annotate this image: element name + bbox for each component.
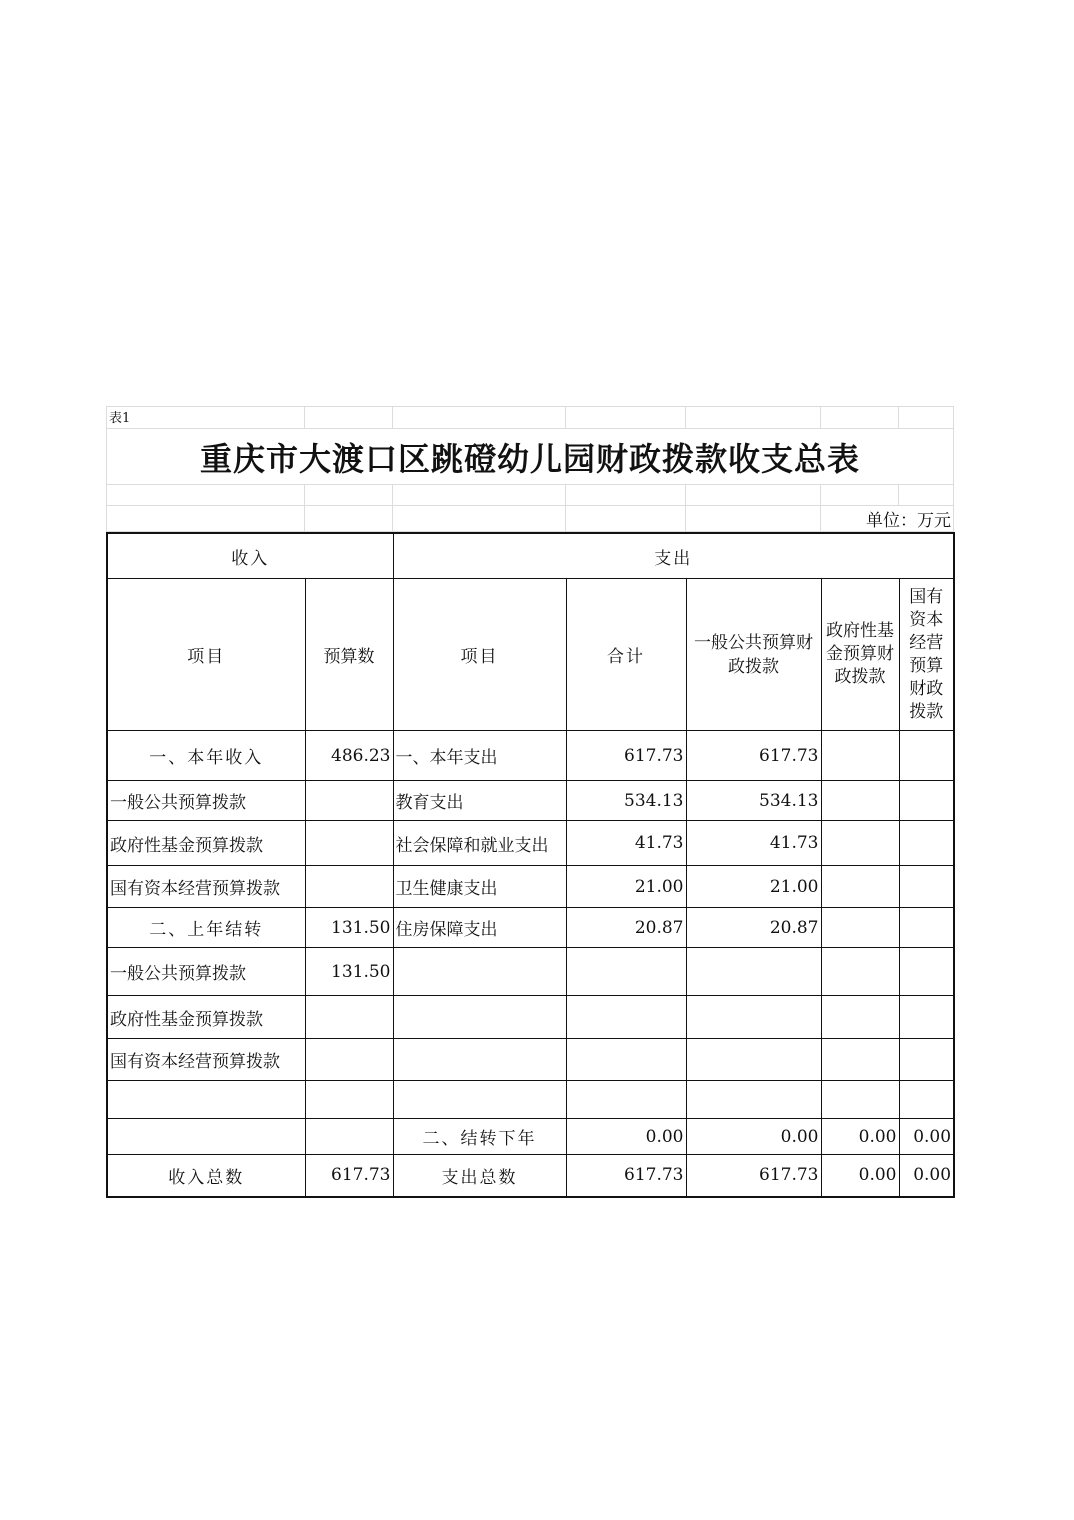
table-row (107, 1081, 954, 1119)
expense-item-cell (393, 996, 566, 1039)
total-cell: 617.73 (566, 1155, 686, 1197)
income-item-cell (107, 1081, 305, 1119)
table-row (107, 948, 954, 996)
total-cell (566, 1081, 686, 1119)
income-item-cell: 一般公共预算拨款 (107, 948, 305, 996)
income-item-cell: 国有资本经营预算拨款 (107, 866, 305, 908)
expense-item-cell: 一、本年支出 (393, 731, 566, 781)
income-amount-cell: 486.23 (305, 731, 393, 781)
income-amount-cell (305, 866, 393, 908)
general-budget-cell (686, 1039, 821, 1081)
budget-table (106, 532, 955, 1198)
col-income-item: 项目 (107, 579, 305, 731)
expense-item-cell (393, 948, 566, 996)
income-item-cell: 政府性基金预算拨款 (107, 821, 305, 866)
total-cell: 21.00 (566, 866, 686, 908)
total-cell: 41.73 (566, 821, 686, 866)
general-budget-cell: 617.73 (686, 1155, 821, 1197)
income-item-cell: 国有资本经营预算拨款 (107, 1039, 305, 1081)
fund-budget-cell: 0.00 (821, 1155, 899, 1197)
income-item-cell: 二、上年结转 (107, 908, 305, 948)
total-cell: 20.87 (566, 908, 686, 948)
fund-budget-cell: 0.00 (821, 1119, 899, 1155)
table-label: 表1 (107, 407, 305, 429)
fund-budget-cell (821, 731, 899, 781)
col-expense-item: 项目 (393, 579, 566, 731)
total-cell (566, 996, 686, 1039)
income-item-cell: 政府性基金预算拨款 (107, 996, 305, 1039)
expense-item-cell: 二、结转下年 (393, 1119, 566, 1155)
fund-budget-cell (821, 948, 899, 996)
total-cell (566, 1039, 686, 1081)
col-fund: 政府性基金预算财政拨款 (821, 579, 899, 731)
expense-item-cell: 教育支出 (393, 781, 566, 821)
fund-budget-cell (821, 821, 899, 866)
general-budget-cell: 617.73 (686, 731, 821, 781)
state-capital-cell (899, 866, 954, 908)
income-item-cell: 一、本年收入 (107, 731, 305, 781)
income-item-cell: 一般公共预算拨款 (107, 781, 305, 821)
fund-budget-cell (821, 781, 899, 821)
total-cell: 0.00 (566, 1119, 686, 1155)
col-state: 国有资本经营预算财政拨款 (899, 579, 954, 731)
expense-item-cell: 支出总数 (393, 1155, 566, 1197)
fund-budget-cell (821, 996, 899, 1039)
budget-sheet (106, 406, 953, 1198)
general-budget-cell: 41.73 (686, 821, 821, 866)
total-cell: 534.13 (566, 781, 686, 821)
expense-header: 支出 (393, 533, 954, 579)
table-row (107, 1155, 954, 1197)
col-general: 一般公共预算财政拨款 (686, 579, 821, 731)
table-row (107, 908, 954, 948)
total-cell: 617.73 (566, 731, 686, 781)
income-header: 收入 (107, 533, 393, 579)
col-total: 合计 (566, 579, 686, 731)
state-capital-cell: 0.00 (899, 1155, 954, 1197)
header-row-group (107, 533, 954, 579)
state-capital-cell (899, 948, 954, 996)
col-budget: 预算数 (305, 579, 393, 731)
state-capital-cell (899, 821, 954, 866)
unit-label: 单位：万元 (821, 506, 954, 532)
income-amount-cell (305, 1081, 393, 1119)
table-row (107, 1119, 954, 1155)
income-amount-cell: 131.50 (305, 948, 393, 996)
state-capital-cell (899, 731, 954, 781)
table-row (107, 731, 954, 781)
general-budget-cell: 534.13 (686, 781, 821, 821)
table-row (107, 866, 954, 908)
fund-budget-cell (821, 1039, 899, 1081)
state-capital-cell (899, 996, 954, 1039)
income-amount-cell (305, 1039, 393, 1081)
general-budget-cell (686, 996, 821, 1039)
general-budget-cell: 20.87 (686, 908, 821, 948)
state-capital-cell: 0.00 (899, 1119, 954, 1155)
general-budget-cell (686, 1081, 821, 1119)
income-item-cell (107, 1119, 305, 1155)
income-amount-cell (305, 996, 393, 1039)
state-capital-cell (899, 908, 954, 948)
expense-item-cell: 社会保障和就业支出 (393, 821, 566, 866)
income-amount-cell (305, 781, 393, 821)
table-row (107, 821, 954, 866)
expense-item-cell (393, 1039, 566, 1081)
table-row (107, 781, 954, 821)
expense-item-cell (393, 1081, 566, 1119)
general-budget-cell: 21.00 (686, 866, 821, 908)
page-title: 重庆市大渡口区跳磴幼儿园财政拨款收支总表 (107, 429, 954, 485)
table-row (107, 996, 954, 1039)
income-amount-cell (305, 1119, 393, 1155)
state-capital-cell (899, 781, 954, 821)
fund-budget-cell (821, 1081, 899, 1119)
header-row-columns (107, 579, 954, 731)
income-amount-cell: 617.73 (305, 1155, 393, 1197)
general-budget-cell: 0.00 (686, 1119, 821, 1155)
general-budget-cell (686, 948, 821, 996)
fund-budget-cell (821, 866, 899, 908)
state-capital-cell (899, 1039, 954, 1081)
table-row (107, 1039, 954, 1081)
expense-item-cell: 住房保障支出 (393, 908, 566, 948)
state-capital-cell (899, 1081, 954, 1119)
expense-item-cell: 卫生健康支出 (393, 866, 566, 908)
total-cell (566, 948, 686, 996)
income-amount-cell: 131.50 (305, 908, 393, 948)
income-amount-cell (305, 821, 393, 866)
sheet-preamble (106, 406, 954, 532)
table-body (107, 731, 954, 1197)
income-item-cell: 收入总数 (107, 1155, 305, 1197)
fund-budget-cell (821, 908, 899, 948)
